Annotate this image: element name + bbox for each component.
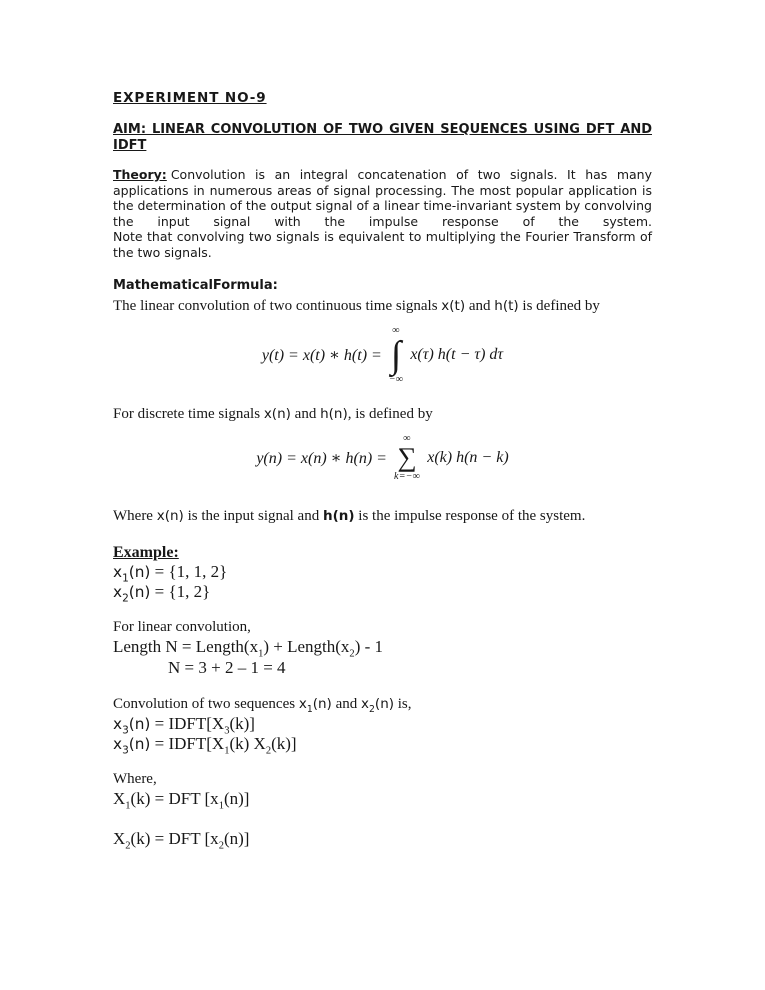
idft-equation-2: $x_3(n)$ = $IDFT[X_1(k)$ $X_2(k)$] [113, 733, 297, 756]
idft-equation-1: $x_3(n)$ = $IDFT[X_3(k)]$ [113, 713, 255, 736]
aim-heading-line2: IDFT [113, 138, 147, 153]
sum-equation-rhs: x(k) h(n − k) [427, 448, 509, 466]
sequence-x1: $x_1(n) = \{1$, 1, 2} [113, 561, 228, 584]
experiment-title: EXPERIMENT NO-9 [113, 90, 267, 106]
sum-upper-limit: ∞ [403, 433, 411, 445]
theory-label: Theory: [113, 167, 167, 182]
sum-lower-limit: k=−∞ [393, 471, 421, 483]
sequence-x2: $x_2(n) = \{1$, 2} [113, 581, 211, 604]
continuous-intro: The linear convolution of two continuous time signals x(t) and h(t) is defined by [113, 297, 600, 314]
sigma-icon: ∑ [397, 442, 417, 473]
formula-heading: MathematicalFormula: [113, 277, 278, 293]
theory-part2: Note that convolving two signals is equivalent to multiplying the Fourier Transform of the two signals. [113, 229, 652, 260]
integral-icon: ∫ [390, 333, 402, 376]
discrete-intro: For discrete time signals x(n) and h(n), is defined by [113, 405, 433, 422]
continuous-convolution-equation [113, 324, 652, 386]
dft-equation-2: $X_2(k)$ = DFT $[x_2(n)]$ [113, 828, 250, 851]
aim-heading-line1: AIM: LINEAR CONVOLUTION OF TWO GIVEN SEQUENCES USING DFT AND [113, 122, 652, 137]
sum-equation-lhs: y(n) = x(n) ∗ h(n) = [256, 449, 387, 467]
example-heading: Example: [113, 543, 179, 561]
linear-convolution-label: For linear convolution, [113, 618, 251, 635]
theory-paragraph [113, 167, 652, 261]
integral-equation-lhs: y(t) = x(t) ∗ h(t) = [261, 346, 382, 364]
theory-part1 [113, 167, 652, 229]
theory-text-1: Convolution is an integral concatenation of two signals. It has many applications in numerous areas of signal processing. The most popular application is the determination of the output signal of a linear time-invariant system by convolving the input signal with the impulse response of the system. [113, 167, 652, 229]
integral-lower-limit: −∞ [388, 373, 404, 385]
aim-heading [113, 122, 652, 154]
integral-equation-rhs: x(τ) h(t − τ) dτ [410, 345, 504, 363]
dft-equation-1: $X_1(k)$ = DFT $[x_1(n)]$ [113, 788, 250, 811]
where-label: Where, [113, 770, 157, 787]
sigma-operator-stack [394, 433, 420, 482]
length-result: N = 3 + 2 – 1 = 4 [168, 657, 286, 677]
impulse-response-note: Where x(n) is the input signal and h(n) is the impulse response of the system. [113, 507, 586, 524]
convolution-intro: Convolution of two sequences $x_1(n)$ and $x_2(n)$ is, [113, 695, 412, 715]
integral-operator-stack [389, 325, 403, 385]
discrete-convolution-equation [113, 432, 652, 484]
length-formula: Length $N = Length(x_1)$ + $Length(x_2) - 1$ [113, 636, 384, 659]
integral-upper-limit: ∞ [392, 324, 400, 336]
